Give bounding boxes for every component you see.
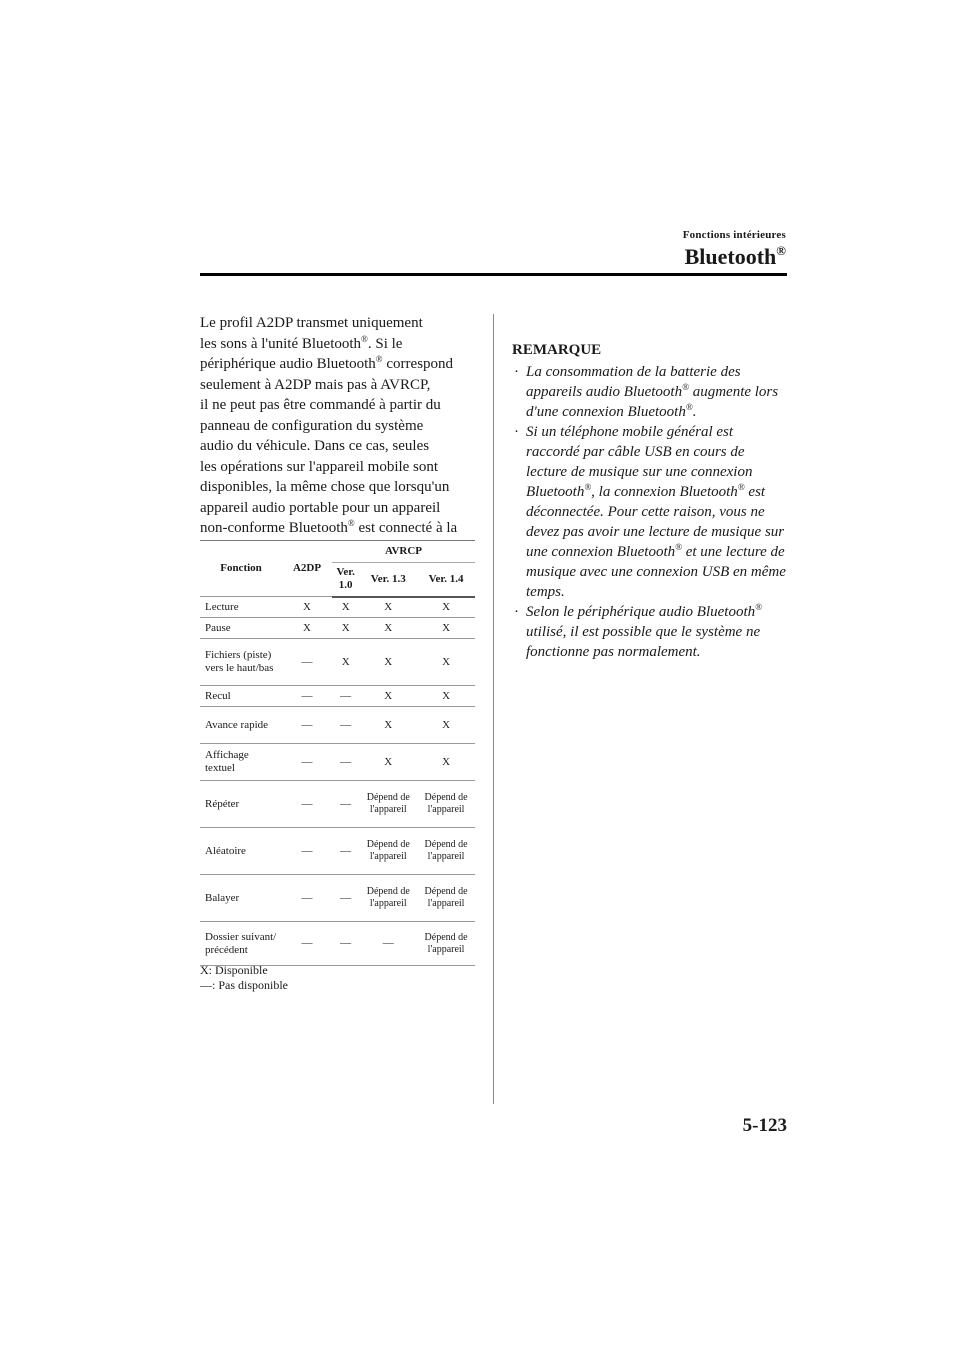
intro-paragraph [200, 313, 485, 559]
table-cell: X [417, 686, 475, 707]
bullet-icon: · [514, 424, 519, 440]
registered-mark: ® [682, 382, 689, 392]
note-text: , la connexion Bluetooth [591, 484, 738, 500]
table-cell: X [417, 597, 475, 618]
note-text: Si un téléphone mobile général est raccordé par câble USB en cours de lecture de musique sur une connexion Bluetooth [526, 424, 753, 500]
table-cell: Avance rapide [200, 707, 282, 744]
table-cell: — [282, 707, 332, 744]
table-cell: — [332, 686, 359, 707]
intro-text-1: Le profil A2DP transmet uniquement les sons à l'unité Bluetooth [200, 315, 423, 352]
table-cell: X [332, 639, 359, 686]
table-cell: — [282, 686, 332, 707]
note-box [512, 341, 787, 662]
table-cell: Répéter [200, 781, 282, 828]
table-cell: Dépend de l'appareil [417, 875, 475, 922]
table-cell: X [332, 597, 359, 618]
table-cell: Dépend de l'appareil [359, 875, 417, 922]
table-cell: X [359, 597, 417, 618]
header-section-label: Fonctions intérieures [682, 229, 786, 241]
table-cell: — [332, 744, 359, 781]
note-list [512, 362, 787, 662]
column-divider [493, 314, 494, 1104]
table-cell: Balayer [200, 875, 282, 922]
table-cell: Pause [200, 618, 282, 639]
header-title [685, 243, 786, 270]
table-cell: X [417, 618, 475, 639]
col-header-a2dp: A2DP [282, 541, 332, 597]
registered-mark: ® [675, 542, 682, 552]
bullet-icon: · [514, 604, 519, 620]
table-row [200, 781, 475, 828]
note-title: REMARQUE [512, 342, 602, 358]
table-cell: X [417, 707, 475, 744]
table-cell: — [282, 744, 332, 781]
table-cell: Dépend de l'appareil [359, 828, 417, 875]
table-cell: — [282, 639, 332, 686]
table-cell: X [417, 744, 475, 781]
bullet-icon: · [514, 364, 519, 380]
table-cell: — [359, 922, 417, 966]
registered-mark: ® [755, 602, 762, 612]
table-cell: X [359, 707, 417, 744]
header-rule [200, 273, 787, 276]
table-cell: X [359, 618, 417, 639]
registered-mark: ® [685, 402, 693, 412]
table-cell: X [282, 618, 332, 639]
left-column [200, 313, 485, 559]
table-row [200, 875, 475, 922]
note-text: . [692, 404, 697, 420]
registered-mark: ® [776, 243, 786, 258]
col-header-avrcp: AVRCP [332, 541, 475, 563]
table-cell: — [282, 922, 332, 966]
registered-mark: ® [347, 518, 355, 528]
table-cell: X [332, 618, 359, 639]
note-text: Selon le périphérique audio Bluetooth [526, 604, 756, 620]
note-text: La consommation de la batterie des appareils audio Bluetooth [526, 364, 741, 400]
table-cell: — [282, 875, 332, 922]
table-row [200, 618, 475, 639]
registered-mark: ® [361, 333, 368, 344]
note-text: et une lecture de musique avec une connexion USB en même temps. [526, 544, 786, 600]
table-cell: Recul [200, 686, 282, 707]
table-row [200, 639, 475, 686]
table-row [200, 744, 475, 781]
compatibility-table [200, 540, 475, 966]
registered-mark: ® [375, 354, 383, 364]
legend-unavailable: —: Pas disponible [200, 978, 289, 992]
col-header-ver-1-3: Ver. 1.3 [359, 563, 417, 597]
note-item [512, 602, 787, 662]
table-cell: — [332, 922, 359, 966]
table-cell: X [417, 639, 475, 686]
table-cell: — [282, 828, 332, 875]
table-row [200, 828, 475, 875]
table-cell: Dépend de l'appareil [417, 922, 475, 966]
registered-mark: ® [584, 482, 592, 492]
table-cell: X [359, 639, 417, 686]
table-row [200, 686, 475, 707]
table-cell: Fichiers (piste) vers le haut/bas [200, 639, 282, 686]
note-text: augmente lors d'une connexion Bluetooth [526, 384, 779, 420]
table-cell: X [359, 744, 417, 781]
table-row [200, 707, 475, 744]
table-cell: Dépend de l'appareil [417, 828, 475, 875]
table-cell: — [332, 828, 359, 875]
table-cell: X [282, 597, 332, 618]
registered-mark: ® [737, 482, 745, 492]
table-cell: — [332, 781, 359, 828]
intro-text-3: correspond seulement à A2DP mais pas à AVRCP, il ne peut pas être commandé à partir du panneau de configuration du système audio du véhicule. Dans ce cas, seules les opérations sur l'appareil mobile sont disponibles, la même chose que lorsqu'un appareil audio portable pour un appareil non-conforme Bluetooth [200, 356, 454, 536]
table-cell: Dossier suivant/ précédent [200, 922, 282, 966]
intro-text-4: est connecté à la borne AUX. [200, 520, 458, 557]
col-header-ver-1-4: Ver. 1.4 [417, 563, 475, 597]
table-legend [200, 963, 288, 993]
intro-text-2: . Si le périphérique audio Bluetooth [200, 335, 403, 372]
table-cell: — [332, 875, 359, 922]
table-cell: Dépend de l'appareil [359, 781, 417, 828]
col-header-fonction: Fonction [200, 541, 282, 597]
note-text: est déconnectée. Pour cette raison, vous ne devez pas avoir une lecture de musique sur une connexion Bluetooth [526, 484, 785, 560]
table-cell: X [359, 686, 417, 707]
table-cell: Dépend de l'appareil [417, 781, 475, 828]
note-item [512, 362, 787, 422]
legend-available: X: Disponible [200, 963, 268, 977]
header-title-text: Bluetooth [684, 244, 777, 269]
note-text: utilisé, il est possible que le système ne fonctionne pas normalement. [526, 624, 761, 660]
table-row [200, 597, 475, 618]
note-item [512, 422, 787, 602]
col-header-ver-1-0: Ver. 1.0 [332, 563, 359, 597]
table-cell: Lecture [200, 597, 282, 618]
table-cell: Affichage textuel [200, 744, 282, 781]
table-cell: — [282, 781, 332, 828]
table-cell: — [332, 707, 359, 744]
page-number: 5-123 [742, 1115, 787, 1136]
table-row [200, 922, 475, 966]
table-cell: Aléatoire [200, 828, 282, 875]
